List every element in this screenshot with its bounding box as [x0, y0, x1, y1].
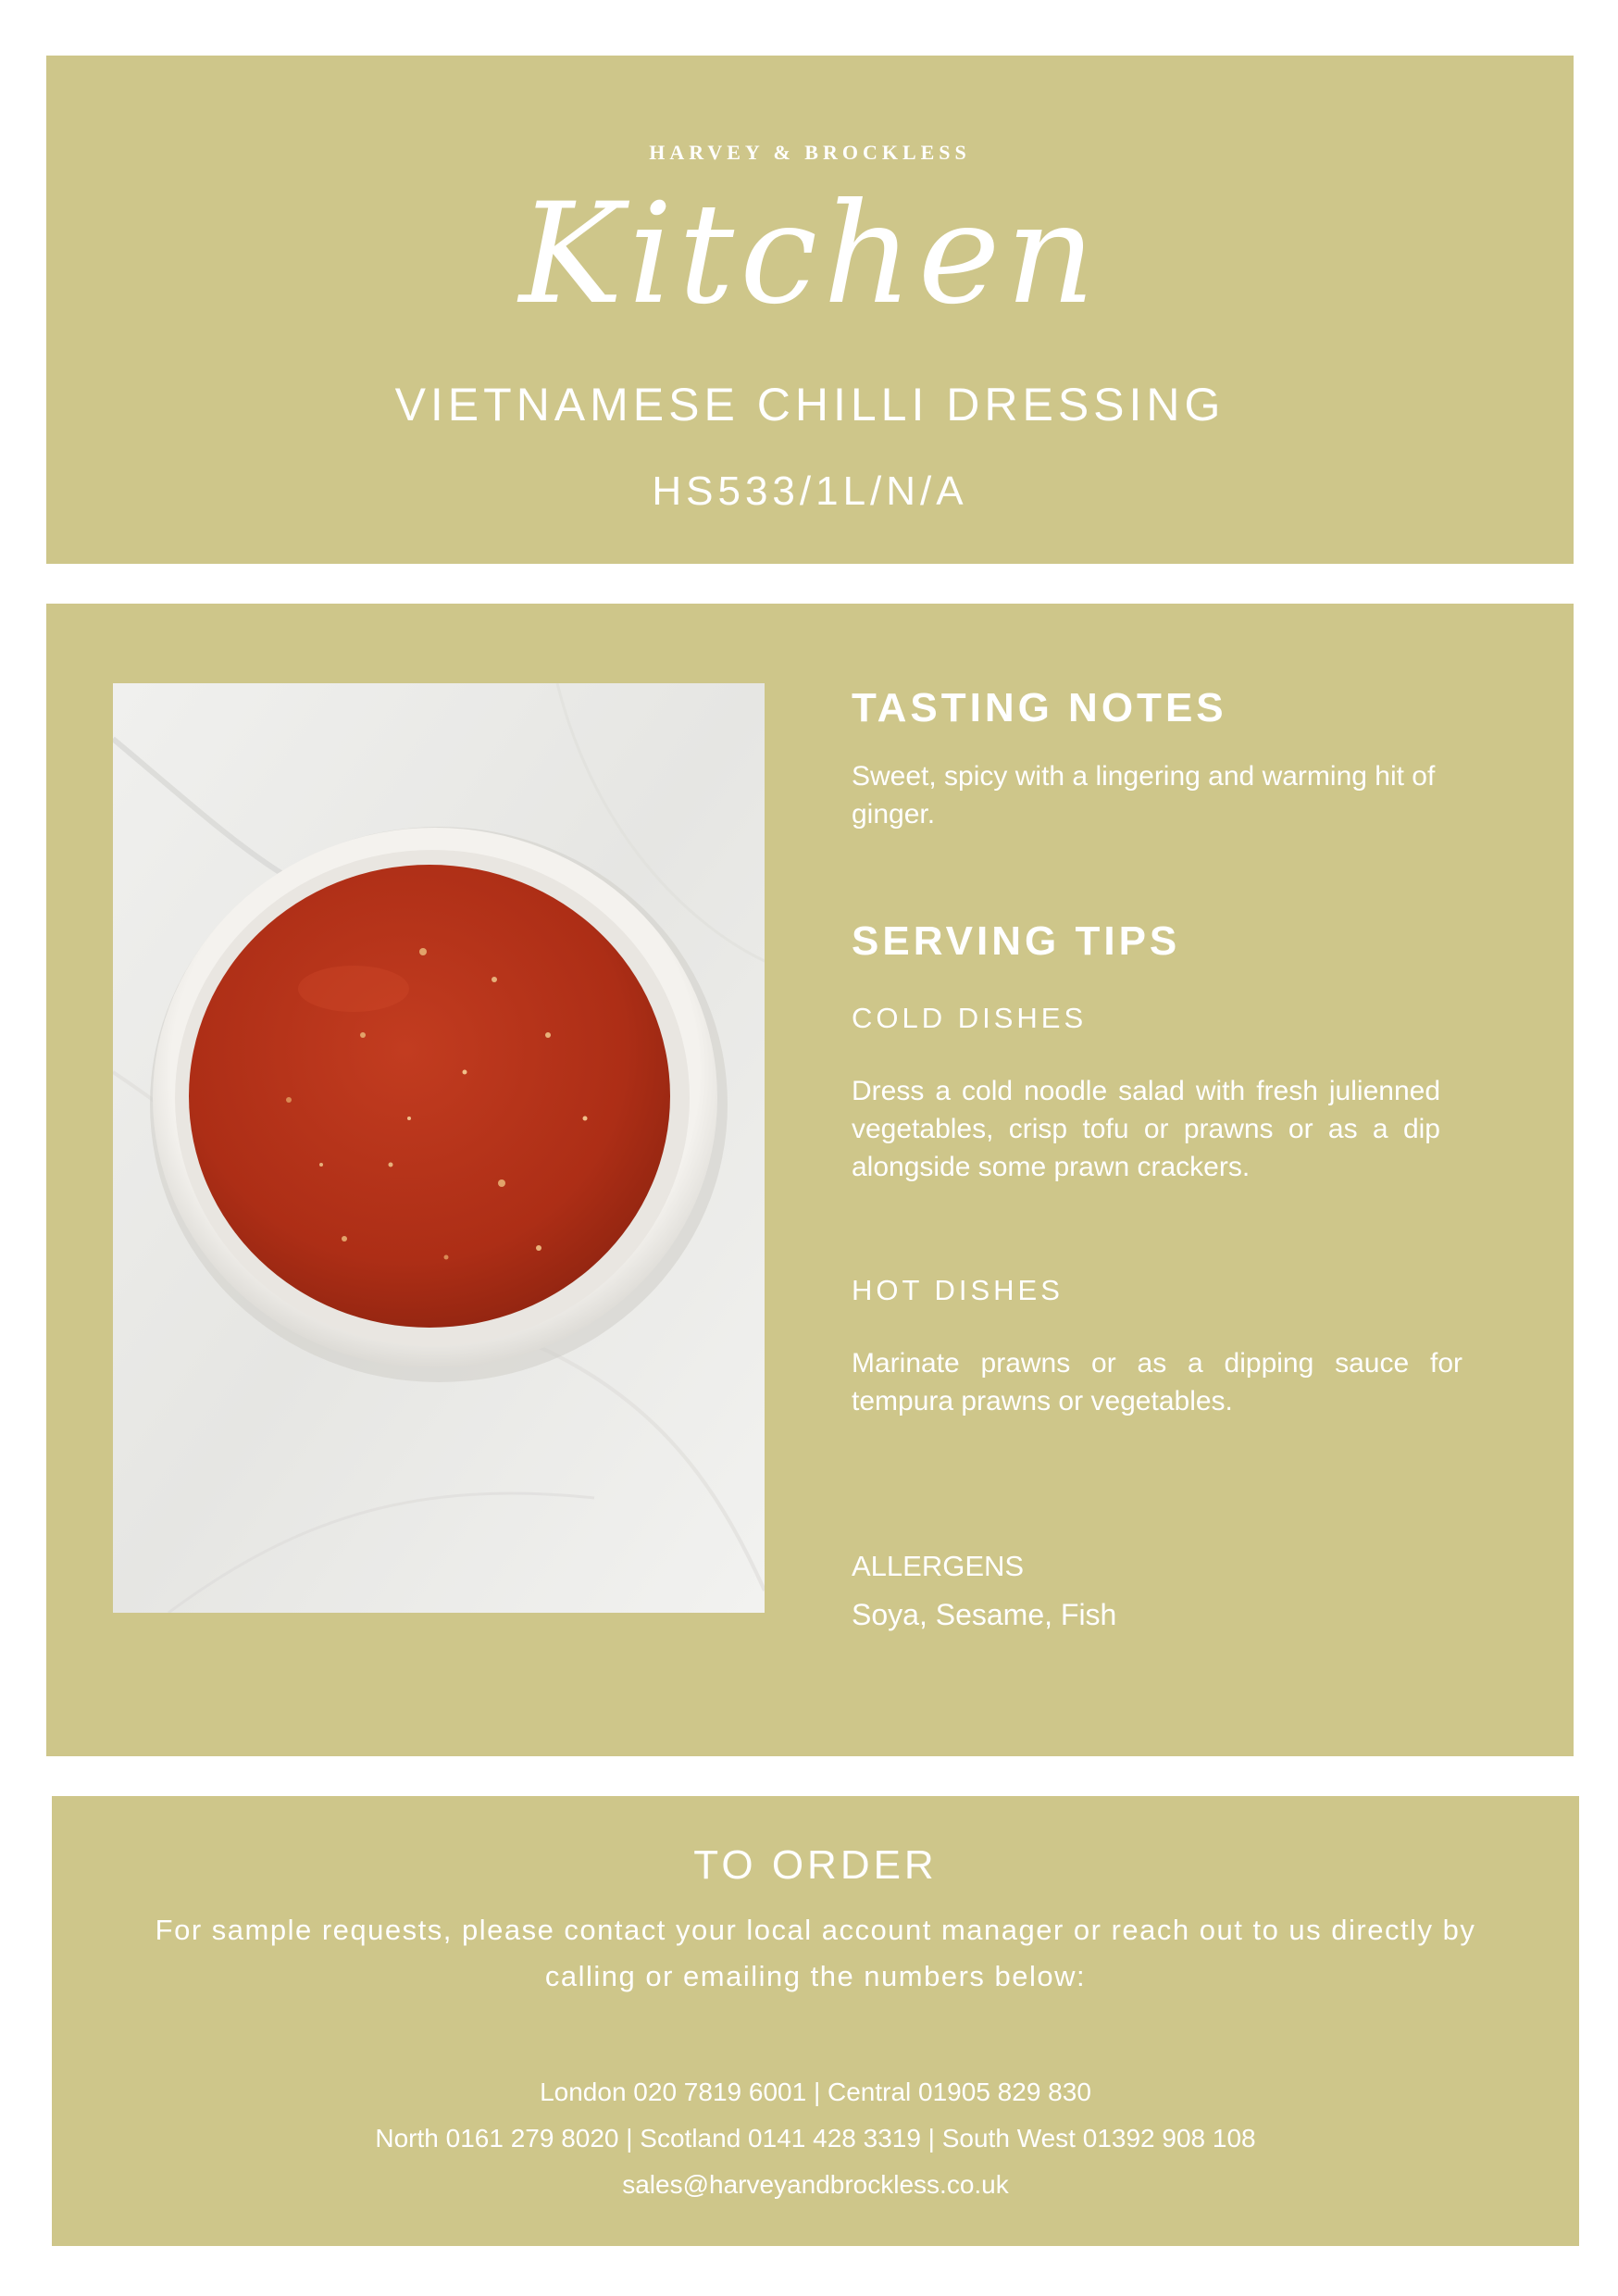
serving-tips-heading: SERVING TIPS — [852, 918, 1181, 964]
allergens-heading: ALLERGENS — [852, 1550, 1025, 1582]
tasting-notes-section — [852, 685, 1462, 833]
product-code: HS533/1L/N/A — [652, 468, 968, 514]
product-title: VIETNAMESE CHILLI DRESSING — [394, 379, 1226, 430]
cold-dishes-section — [852, 1002, 1462, 1186]
order-instructions: For sample requests, please contact your local account manager or reach out to us directly by calling or emailing the numbers below: — [155, 1914, 1476, 1992]
serving-tips-section — [852, 918, 1462, 965]
cold-dishes-text: Dress a cold noodle salad with fresh julienned vegetables, crisp tofu or prawns or as a dip alongside some prawn crackers. — [852, 1076, 1440, 1182]
tasting-notes-heading: TASTING NOTES — [852, 685, 1227, 730]
header-panel — [46, 56, 1574, 564]
cold-dishes-heading: COLD DISHES — [852, 1002, 1088, 1034]
product-details-panel — [46, 604, 1574, 1756]
product-photo — [113, 683, 765, 1613]
hot-dishes-section — [852, 1274, 1462, 1420]
allergens-text: Soya, Sesame, Fish — [852, 1598, 1117, 1631]
hot-dishes-text: Marinate prawns or as a dipping sauce for tempura prawns or vegetables. — [852, 1348, 1462, 1416]
contact-numbers-line-2: North 0161 279 8020 | Scotland 0141 428 3319 | South West 01392 908 108 — [375, 2124, 1256, 2152]
sauce-bowl-illustration — [113, 683, 765, 1613]
hot-dishes-heading: HOT DISHES — [852, 1274, 1064, 1306]
tasting-notes-text: Sweet, spicy with a lingering and warming hit of ginger. — [852, 761, 1436, 830]
order-heading: TO ORDER — [693, 1842, 938, 1888]
sales-email-link[interactable]: sales@harveyandbrockless.co.uk — [622, 2170, 1009, 2199]
allergens-section — [852, 1550, 1462, 1632]
contact-numbers-line-1: London 020 7819 6001 | Central 01905 829 830 — [540, 2078, 1091, 2106]
order-panel — [52, 1796, 1579, 2246]
kitchen-logo: Kitchen — [518, 174, 1101, 335]
brand-name: HARVEY & BROCKLESS — [649, 141, 971, 164]
